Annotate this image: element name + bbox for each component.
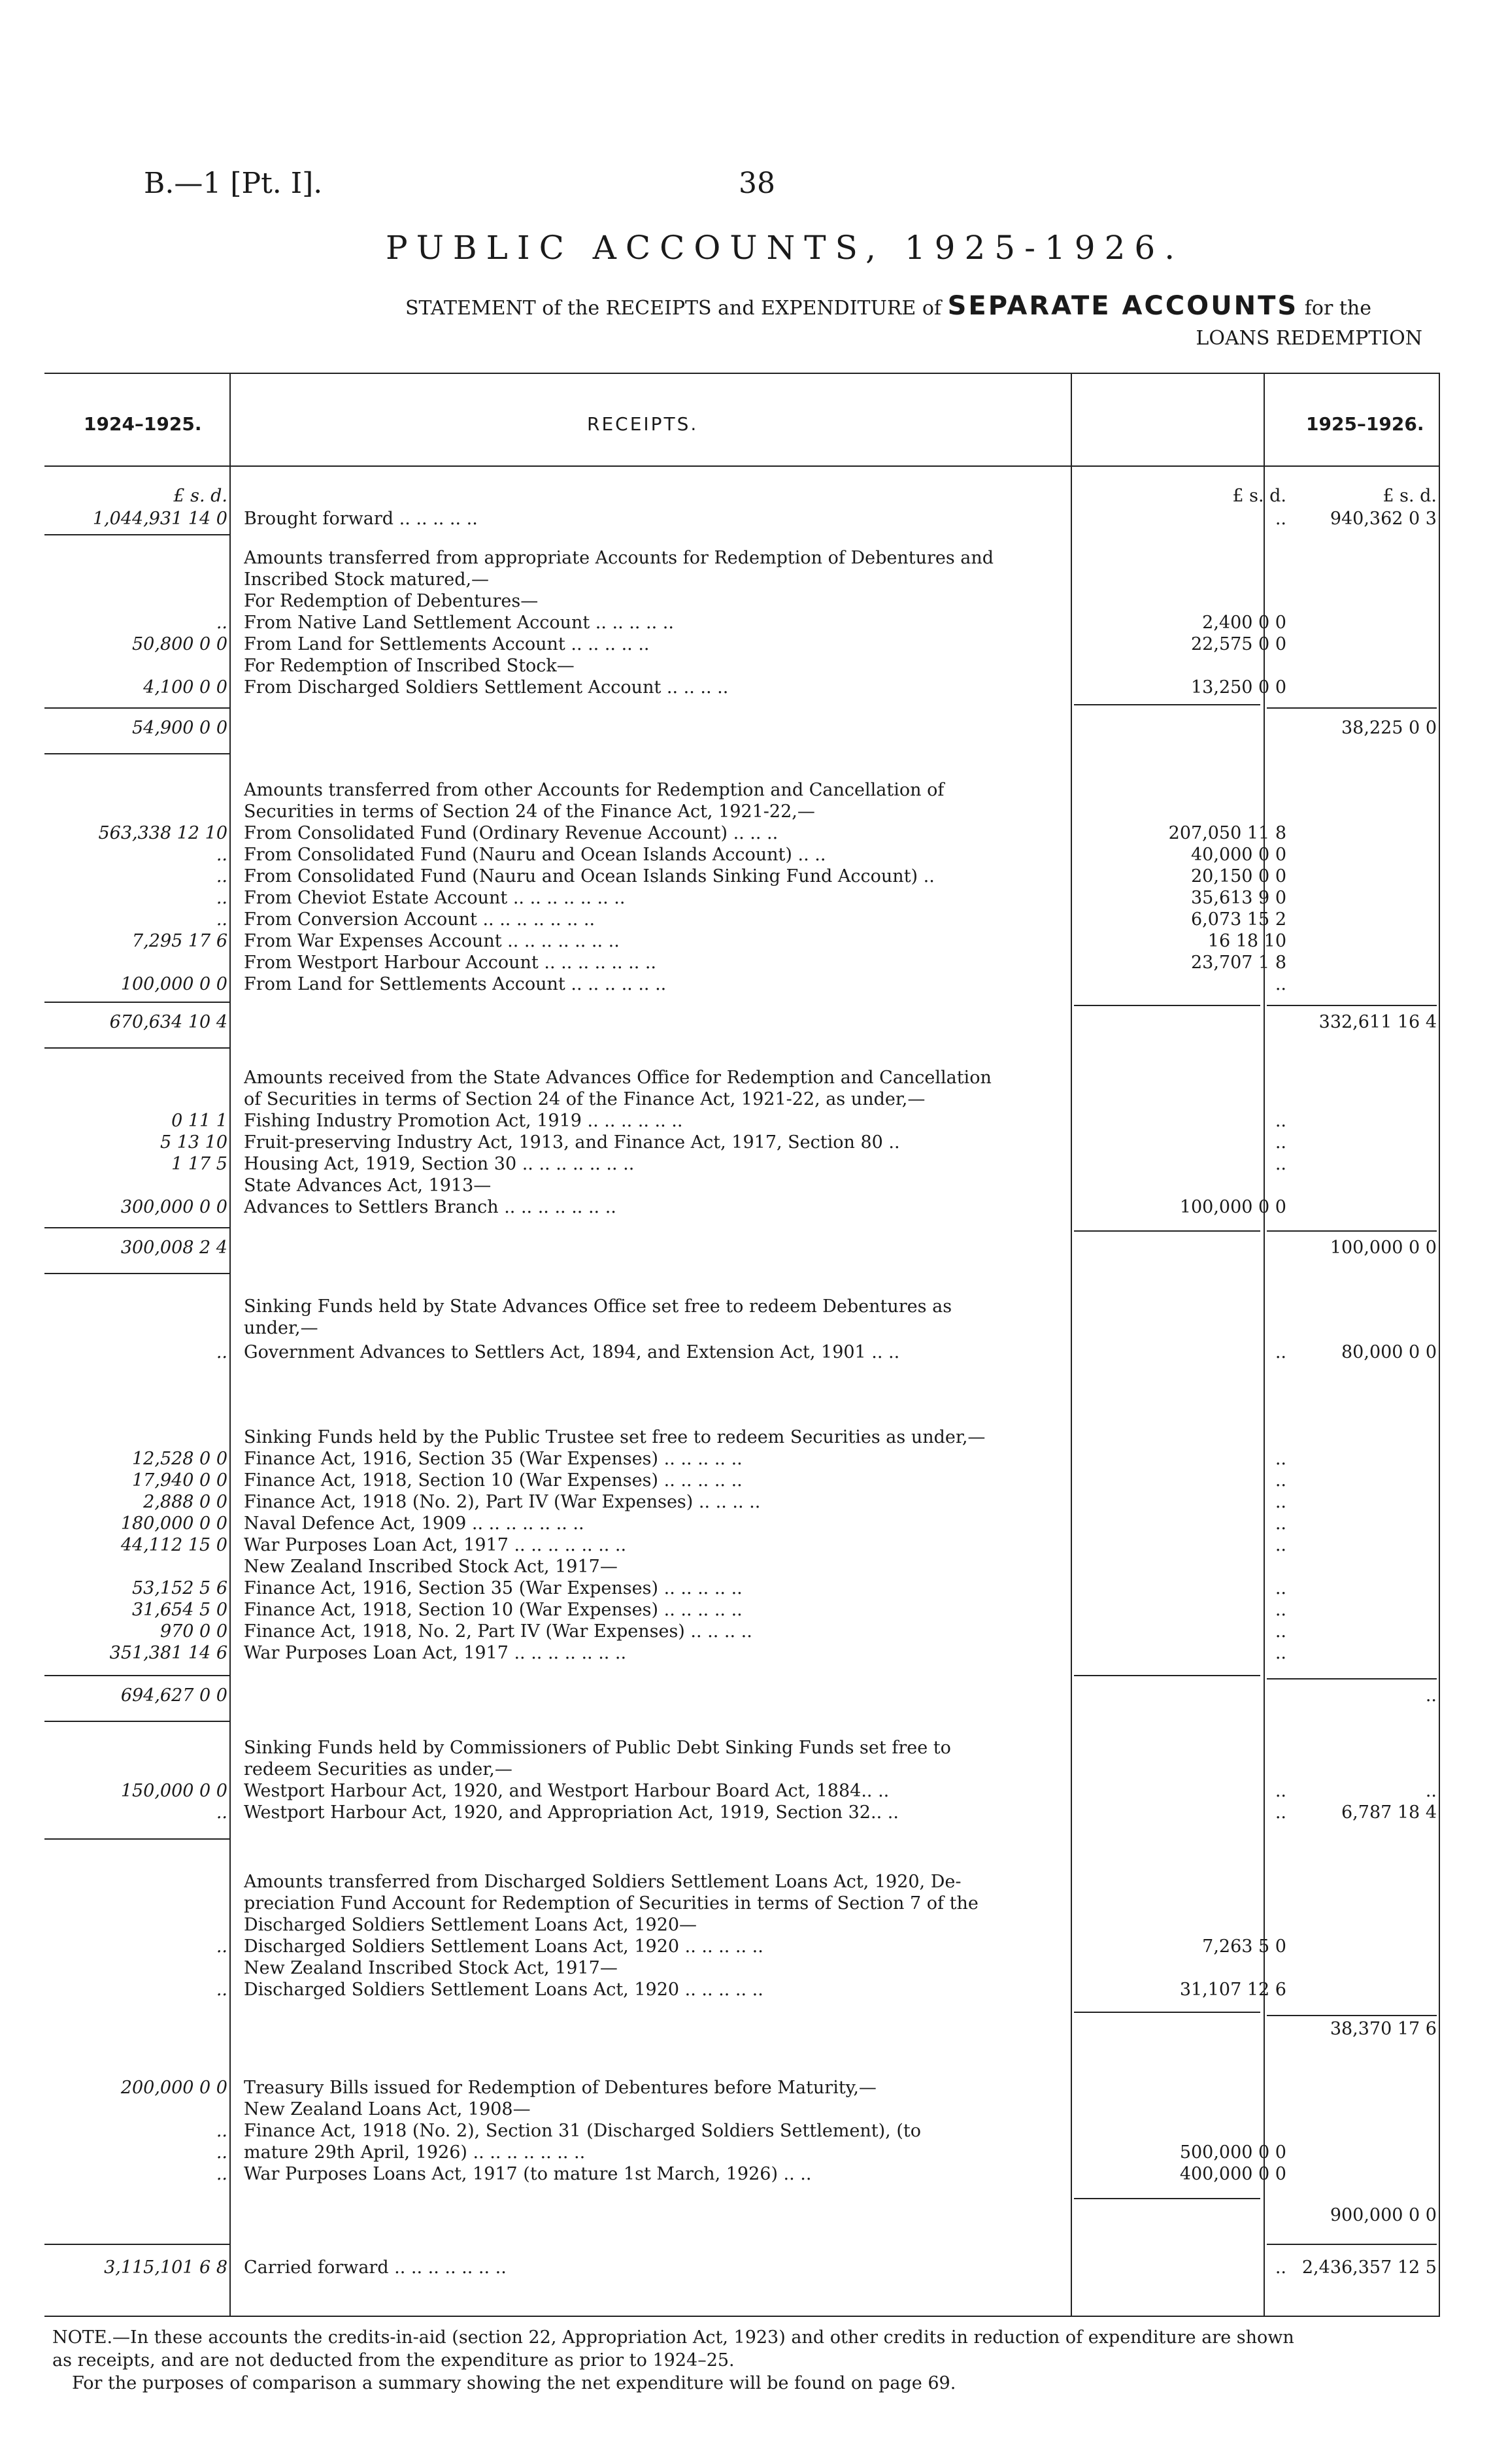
cell-c2: Housing Act, 1919, Section 30 .. .. .. .. .. .. .. [244, 1154, 635, 1174]
cell-c1: 3,115,101 6 8 [104, 2257, 227, 2278]
cell-c1: .. [216, 613, 227, 633]
cell-c1: .. [216, 888, 227, 908]
rule [44, 707, 229, 709]
cell-c2: War Purposes Loan Act, 1917 .. .. .. .. .. .. .. [244, 1643, 627, 1663]
table-row [44, 844, 1440, 866]
table-row [44, 1196, 1440, 1218]
table-row [44, 547, 1440, 569]
table-row [44, 508, 1440, 530]
cell-c3: 400,000 0 0 [1179, 2164, 1286, 2184]
table-row [44, 1342, 1440, 1363]
cell-c1: 0 11 1 [171, 1111, 227, 1131]
cell-c2: Sinking Funds held by Commissioners of Public Debt Sinking Funds set free to [244, 1738, 951, 1758]
table-row [44, 909, 1440, 930]
table-row [44, 822, 1440, 844]
cell-c2: Advances to Settlers Branch .. .. .. .. .. .. .. [244, 1197, 616, 1217]
cell-c1: .. [216, 909, 227, 930]
cell-c2: From Land for Settlements Account .. .. .. .. .. [244, 634, 650, 654]
cell-c1: 2,888 0 0 [143, 1492, 227, 1512]
statement-bold: SEPARATE ACCOUNTS [947, 291, 1299, 321]
cell-c2: Amounts transferred from other Accounts for Redemption and Cancellation of [244, 780, 945, 800]
table-row [44, 1132, 1440, 1153]
table-row [44, 2142, 1440, 2163]
rule [1074, 2012, 1260, 2013]
cell-c4: .. [1425, 1781, 1437, 1801]
table-row [44, 952, 1440, 973]
header-rule [44, 465, 1440, 467]
cell-c3: .. [1275, 1492, 1286, 1512]
table-row [44, 1153, 1440, 1175]
table-row [44, 1759, 1440, 1780]
rule [1267, 1678, 1437, 1679]
cell-c2: preciation Fund Account for Redemption of Securities in terms of Section 7 of the [244, 1893, 979, 1914]
col-header-1925: 1925–1926. [1306, 413, 1424, 435]
cell-c2: Finance Act, 1918, Section 10 (War Expenses) .. .. .. .. .. [244, 1600, 743, 1620]
cell-c2: From Native Land Settlement Account .. .. .. .. .. [244, 613, 674, 633]
cell-c2: Treasury Bills issued for Redemption of Debentures before Maturity,— [244, 2078, 877, 2098]
table-row [44, 1296, 1440, 1317]
cell-c1: 200,000 0 0 [120, 2078, 227, 2098]
cell-c2: New Zealand Inscribed Stock Act, 1917— [244, 1958, 618, 1978]
table-row [44, 1979, 1440, 2000]
cell-c1: .. [216, 845, 227, 865]
cell-c2: From Conversion Account .. .. .. .. .. .. .. [244, 909, 595, 930]
cell-c2: State Advances Act, 1913— [244, 1175, 492, 1196]
cell-c2: From Consolidated Fund (Nauru and Ocean Islands Account) .. .. [244, 845, 826, 865]
table-row [44, 1534, 1440, 1556]
cell-c2: From War Expenses Account .. .. .. .. .. .. .. [244, 931, 620, 951]
table-row [44, 1426, 1440, 1448]
cell-c3: .. [1275, 974, 1286, 994]
table-row [44, 1470, 1440, 1491]
cell-c1: 44,112 15 0 [120, 1535, 227, 1555]
cell-c2: For Redemption of Inscribed Stock— [244, 656, 575, 676]
cell-c1: 31,654 5 0 [132, 1600, 227, 1620]
cell-c2: mature 29th April, 1926) .. .. .. .. .. .. .. [244, 2142, 586, 2163]
cell-c3: 40,000 0 0 [1191, 845, 1286, 865]
cell-c3: .. [1275, 1513, 1286, 1534]
cell-c4: 2,436,357 12 5 [1301, 2257, 1437, 2278]
cell-c2: Finance Act, 1918 (No. 2), Section 31 (Discharged Soldiers Settlement), (to [244, 2121, 921, 2141]
table-row [44, 1621, 1440, 1642]
table-row [44, 779, 1440, 801]
table-row [44, 2099, 1440, 2120]
cell-c2: Westport Harbour Act, 1920, and Westport Harbour Board Act, 1884.. .. [244, 1781, 890, 1801]
table-row [44, 973, 1440, 995]
cell-c2: of Securities in terms of Section 24 of the Finance Act, 1921-22, as under,— [244, 1089, 926, 1109]
rule [1074, 1230, 1260, 1232]
table-row [44, 2204, 1440, 2226]
cell-c3: .. [1275, 1802, 1286, 1823]
table-row [44, 1802, 1440, 1823]
cell-c1: .. [216, 1342, 227, 1362]
cell-c2: Naval Defence Act, 1909 .. .. .. .. .. .. .. [244, 1513, 584, 1534]
cell-c4: 100,000 0 0 [1330, 1238, 1437, 1258]
table-row [44, 1556, 1440, 1578]
rule [44, 1002, 229, 1003]
statement-suffix: for the [1304, 297, 1371, 320]
cell-c2: Fruit-preserving Industry Act, 1913, and Finance Act, 1917, Section 80 .. [244, 1132, 900, 1153]
table-row [44, 2077, 1440, 2099]
cell-c2: Discharged Soldiers Settlement Loans Act, 1920 .. .. .. .. .. [244, 1980, 763, 2000]
cell-c3: 20,150 0 0 [1191, 866, 1286, 886]
cell-c1: 300,000 0 0 [120, 1197, 227, 1217]
cell-c4: 6,787 18 4 [1341, 1802, 1437, 1823]
cell-c1: 150,000 0 0 [120, 1781, 227, 1801]
table-row [44, 1067, 1440, 1089]
rule [1074, 2198, 1260, 2199]
cell-c2: Amounts transferred from appropriate Accounts for Redemption of Debentures and [244, 548, 994, 568]
table-row [44, 1513, 1440, 1534]
page-number: 38 [739, 167, 775, 200]
table-row [44, 2120, 1440, 2142]
cell-c3: 31,107 12 6 [1179, 1980, 1286, 2000]
rule [44, 1675, 229, 1676]
rule [1267, 2244, 1437, 2245]
rule [44, 1721, 229, 1722]
statement-heading [405, 291, 1371, 321]
table-row [44, 633, 1440, 655]
cell-c1: £ s. d. [173, 486, 227, 506]
cell-c1: 563,338 12 10 [98, 823, 227, 843]
cell-c1: 17,940 0 0 [132, 1470, 227, 1491]
cell-c3: 16 18 10 [1207, 931, 1286, 951]
cell-c2: Fishing Industry Promotion Act, 1919 .. .. .. .. .. .. [244, 1111, 683, 1131]
cell-c1: .. [216, 1980, 227, 2000]
cell-c2: War Purposes Loans Act, 1917 (to mature 1st March, 1926) .. .. [244, 2164, 812, 2184]
cell-c3: 100,000 0 0 [1179, 1197, 1286, 1217]
cell-c2: Westport Harbour Act, 1920, and Appropriation Act, 1919, Section 32.. .. [244, 1802, 899, 1823]
cell-c3: 6,073 15 2 [1191, 909, 1286, 930]
table-row [44, 887, 1440, 909]
footnote-1: NOTE.—In these accounts the credits-in-aid (section 22, Appropriation Act, 1923) and other credits in reduction of expenditure are shown [52, 2327, 1294, 2348]
statement-heading-line2: LOANS REDEMPTION [1196, 327, 1422, 350]
table-row [44, 1317, 1440, 1339]
cell-c1: 180,000 0 0 [120, 1513, 227, 1534]
cell-c2: Government Advances to Settlers Act, 1894, and Extension Act, 1901 .. .. [244, 1342, 900, 1362]
cell-c2: Sinking Funds held by State Advances Office set free to redeem Debentures as [244, 1296, 952, 1317]
cell-c2: From Consolidated Fund (Ordinary Revenue Account) .. .. .. [244, 823, 779, 843]
rule [1267, 1230, 1437, 1232]
cell-c2: Sinking Funds held by the Public Trustee set free to redeem Securities as under,— [244, 1427, 986, 1447]
table-row [44, 2163, 1440, 2185]
cell-c2: New Zealand Loans Act, 1908— [244, 2099, 531, 2119]
rule [44, 753, 229, 754]
rule [1074, 1005, 1260, 1006]
cell-c3: .. [1275, 1621, 1286, 1642]
cell-c2: Finance Act, 1918, Section 10 (War Expenses) .. .. .. .. .. [244, 1470, 743, 1491]
cell-c3: 22,575 0 0 [1191, 634, 1286, 654]
cell-c3: 500,000 0 0 [1179, 2142, 1286, 2163]
cell-c1: 4,100 0 0 [143, 677, 227, 698]
cell-c3: .. [1275, 1449, 1286, 1469]
cell-c3: .. [1275, 1643, 1286, 1663]
page-title: PUBLIC ACCOUNTS, 1925-1926. [386, 229, 1184, 267]
cell-c2: New Zealand Inscribed Stock Act, 1917— [244, 1557, 618, 1577]
col-header-1924: 1924–1925. [84, 413, 202, 435]
rule [1267, 1005, 1437, 1006]
cell-c1: 670,634 10 4 [109, 1012, 227, 1032]
cell-c4: 38,225 0 0 [1341, 718, 1437, 738]
table-row [44, 1599, 1440, 1621]
table-row [44, 1642, 1440, 1664]
footnote-2: as receipts, and are not deducted from the expenditure as prior to 1924–25. [52, 2350, 735, 2371]
rule [44, 534, 229, 535]
cell-c1: 53,152 5 6 [132, 1578, 227, 1598]
receipts-table [44, 373, 1440, 2317]
rule [1074, 1675, 1260, 1676]
cell-c3: .. [1275, 2257, 1286, 2278]
cell-c1: 1 17 5 [171, 1154, 227, 1174]
table-row [44, 930, 1440, 952]
table-row [44, 1893, 1440, 1914]
cell-c3: .. [1275, 1111, 1286, 1131]
table-row [44, 1737, 1440, 1759]
rule [1267, 2015, 1437, 2016]
cell-c3: 13,250 0 0 [1191, 677, 1286, 698]
cell-c1: 351,381 14 6 [109, 1643, 227, 1663]
cell-c1: 54,900 0 0 [132, 718, 227, 738]
cell-c1: .. [216, 2142, 227, 2163]
cell-c3: .. [1275, 1578, 1286, 1598]
cell-c2: Finance Act, 1918, No. 2, Part IV (War Expenses) .. .. .. .. [244, 1621, 752, 1642]
rule [44, 1047, 229, 1049]
cell-c2: Inscribed Stock matured,— [244, 569, 490, 590]
table-row [44, 655, 1440, 677]
table-row [44, 1780, 1440, 1802]
cell-c1: 5 13 10 [159, 1132, 227, 1153]
cell-c3: .. [1275, 1600, 1286, 1620]
rule [44, 2244, 229, 2245]
rule [1267, 707, 1437, 709]
cell-c3: .. [1275, 1342, 1286, 1362]
cell-c2: Finance Act, 1918 (No. 2), Part IV (War Expenses) .. .. .. .. [244, 1492, 761, 1512]
table-row [44, 1957, 1440, 1979]
cell-c1: 970 0 0 [159, 1621, 227, 1642]
cell-c2: Carried forward .. .. .. .. .. .. .. [244, 2257, 507, 2278]
table-row [44, 1237, 1440, 1258]
cell-c1: .. [216, 1802, 227, 1823]
table-row [44, 866, 1440, 887]
cell-c1: .. [216, 1936, 227, 1957]
table-row [44, 1011, 1440, 1033]
cell-c2: For Redemption of Debentures— [244, 591, 539, 611]
footnote-3: For the purposes of comparison a summary showing the net expenditure will be found on page 69. [72, 2373, 956, 2393]
cell-c3: .. [1275, 509, 1286, 529]
col-header-receipts: RECEIPTS. [587, 413, 699, 435]
cell-c2: redeem Securities as under,— [244, 1759, 512, 1780]
cell-c3: 35,613 9 0 [1191, 888, 1286, 908]
cell-c3: 207,050 11 8 [1168, 823, 1286, 843]
table-row [44, 612, 1440, 633]
table-row [44, 1914, 1440, 1936]
cell-c4: 900,000 0 0 [1330, 2205, 1437, 2225]
cell-c3: .. [1275, 1132, 1286, 1153]
cell-c3: .. [1275, 1154, 1286, 1174]
cell-c1: 694,627 0 0 [120, 1685, 227, 1706]
table-row [44, 1448, 1440, 1470]
cell-c2: Brought forward .. .. .. .. .. [244, 509, 478, 529]
table-row [44, 717, 1440, 739]
cell-c2: From Land for Settlements Account .. .. .. .. .. .. [244, 974, 667, 994]
rule [44, 1273, 229, 1274]
table-row [44, 1175, 1440, 1196]
cell-c3: .. [1275, 1470, 1286, 1491]
cell-c4: 38,370 17 6 [1330, 2019, 1437, 2039]
cell-c1: 100,000 0 0 [120, 974, 227, 994]
cell-c2: Finance Act, 1916, Section 35 (War Expenses) .. .. .. .. .. [244, 1449, 743, 1469]
cell-c1: 7,295 17 6 [132, 931, 227, 951]
cell-c2: From Consolidated Fund (Nauru and Ocean Islands Sinking Fund Account) .. [244, 866, 935, 886]
report-reference: B.—1 [Pt. I]. [144, 167, 323, 200]
table-row [44, 1089, 1440, 1110]
cell-c2: Finance Act, 1916, Section 35 (War Expenses) .. .. .. .. .. [244, 1578, 743, 1598]
cell-c2: From Discharged Soldiers Settlement Account .. .. .. .. [244, 677, 729, 698]
cell-c2: Amounts transferred from Discharged Soldiers Settlement Loans Act, 1920, De- [244, 1872, 962, 1892]
cell-c3: .. [1275, 1781, 1286, 1801]
cell-c2: Discharged Soldiers Settlement Loans Act, 1920 .. .. .. .. .. [244, 1936, 763, 1957]
table-row [44, 1578, 1440, 1599]
rule [1074, 704, 1260, 705]
cell-c1: 1,044,931 14 0 [92, 509, 227, 529]
cell-c4: 940,362 0 3 [1330, 509, 1437, 529]
cell-c2: Amounts received from the State Advances Office for Redemption and Cancellation [244, 1068, 992, 1088]
statement-prefix: STATEMENT of the RECEIPTS and EXPENDITURE of [405, 297, 942, 320]
cell-c1: 12,528 0 0 [132, 1449, 227, 1469]
cell-c2: under,— [244, 1318, 318, 1338]
table-row [44, 569, 1440, 590]
table-row [44, 485, 1440, 507]
table-row [44, 1491, 1440, 1513]
cell-c2: From Westport Harbour Account .. .. .. .. .. .. .. [244, 953, 657, 973]
cell-c2: War Purposes Loan Act, 1917 .. .. .. .. .. .. .. [244, 1535, 627, 1555]
cell-c1: .. [216, 2164, 227, 2184]
table-row [44, 2018, 1440, 2040]
cell-c2: Securities in terms of Section 24 of the Finance Act, 1921-22,— [244, 802, 815, 822]
cell-c1: 50,800 0 0 [132, 634, 227, 654]
cell-c1: .. [216, 2121, 227, 2141]
cell-c3: 23,707 1 8 [1191, 953, 1286, 973]
cell-c4: .. [1425, 1685, 1437, 1706]
cell-c4: 80,000 0 0 [1341, 1342, 1437, 1362]
cell-c3: .. [1275, 1535, 1286, 1555]
rule [44, 1838, 229, 1840]
cell-c3: 7,263 5 0 [1202, 1936, 1286, 1957]
table-row [44, 2257, 1440, 2278]
cell-c1: .. [216, 866, 227, 886]
table-row [44, 1685, 1440, 1706]
cell-c2: From Cheviot Estate Account .. .. .. .. .. .. .. [244, 888, 626, 908]
table-row [44, 590, 1440, 612]
table-row [44, 677, 1440, 698]
cell-c2: Discharged Soldiers Settlement Loans Act, 1920— [244, 1915, 697, 1935]
cell-c4: 332,611 16 4 [1318, 1012, 1437, 1032]
table-row [44, 801, 1440, 822]
cell-c4: £ s. d. [1382, 486, 1437, 506]
table-row [44, 1936, 1440, 1957]
table-row [44, 1110, 1440, 1132]
rule [44, 1227, 229, 1228]
cell-c3: 2,400 0 0 [1202, 613, 1286, 633]
cell-c1: 300,008 2 4 [120, 1238, 227, 1258]
table-row [44, 1871, 1440, 1893]
cell-c3: £ s. d. [1232, 486, 1286, 506]
